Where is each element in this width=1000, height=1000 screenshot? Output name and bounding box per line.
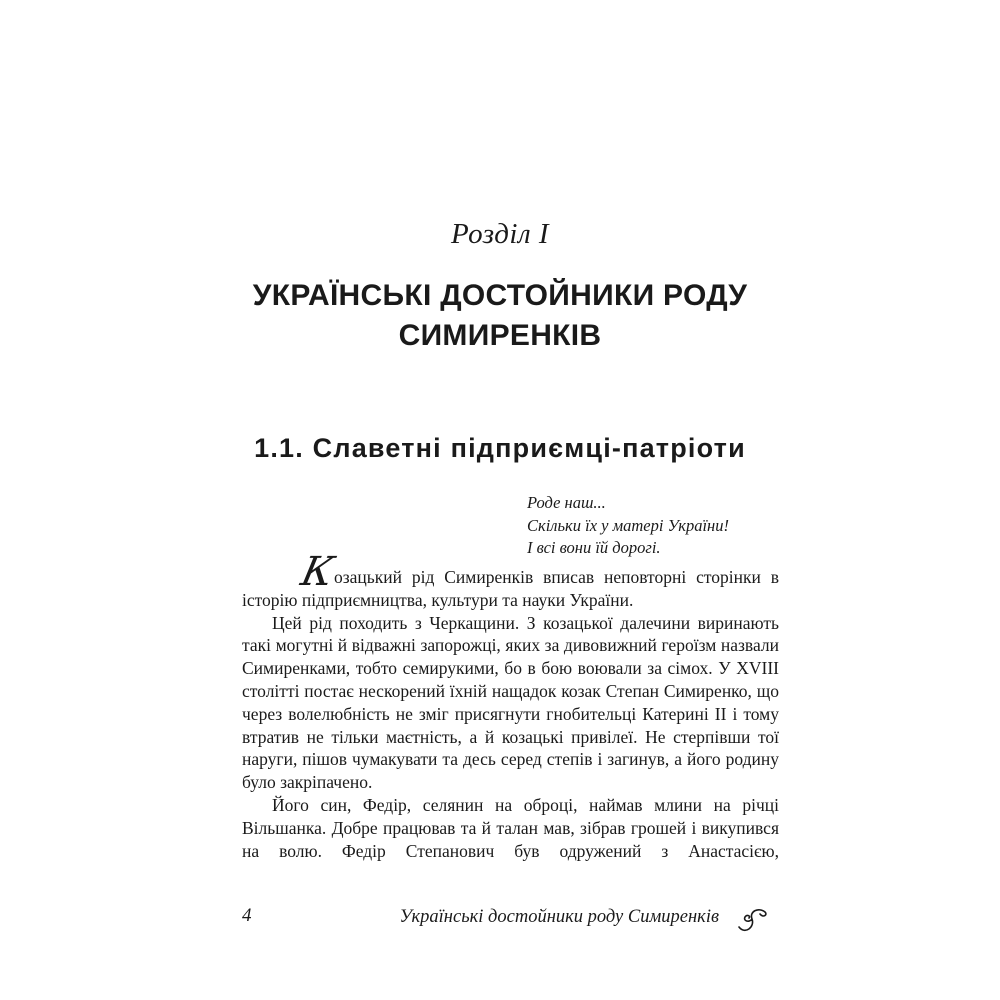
- chapter-title: [200, 276, 800, 356]
- chapter-title-line-2: СИМИРЕНКІВ: [398, 319, 602, 352]
- paragraph-1: [242, 549, 779, 612]
- epigraph-line-1: Роде наш...: [527, 493, 606, 512]
- section-title: 1.1. Славетні підприємці-патріоти: [254, 433, 746, 463]
- epigraph-line-3: І всі вони їй дорогі.: [527, 538, 661, 557]
- paragraph-2: Цей рід походить з Черкащини. З козацької далечини виринають такі могутні й відважні запорожці, яких за дивовижний героїзм назвали Симиренками, тобто семирукими, бо в бою воювали за сімох. У XVIII столітті постає нескорений їхній нащадок козак Степан Симиренко, що через волелюбність не зміг присягнути гнобительці Катерині II і тому втратив не тільки маєтність, а й козацькі привілеї. Не стерпівши тої наруги, пішов чумакувати та десь серед степів і загинув, а його родину було закріпачено.: [242, 612, 779, 793]
- epigraph: [527, 492, 807, 560]
- chapter-title-line-1: УКРАЇНСЬКІ ДОСТОЙНИКИ РОДУ: [252, 279, 748, 312]
- body-text: [242, 549, 779, 862]
- running-title: Українські достойники роду Симиренків: [399, 907, 719, 927]
- epigraph-line-2: Скільки їх у матері України!: [527, 515, 729, 535]
- paragraph-1-text: озацький рід Симиренків вписав неповторні сторінки в історію підприємництва, культури та науки України.: [242, 567, 779, 610]
- chapter-label: Розділ I: [451, 218, 549, 250]
- paragraph-3: Його син, Федір, селянин на оброці, наймав млини на річці Вільшанка. Добре працював та й талан мав, зібрав грошей і викупився на волю. Федір Степанович був одружений з Анастасією,: [242, 794, 779, 861]
- dropcap-letter: К: [297, 549, 338, 595]
- page-number: 4: [242, 905, 252, 926]
- page-footer: [242, 905, 779, 935]
- flourish-ornament-icon: [735, 905, 769, 935]
